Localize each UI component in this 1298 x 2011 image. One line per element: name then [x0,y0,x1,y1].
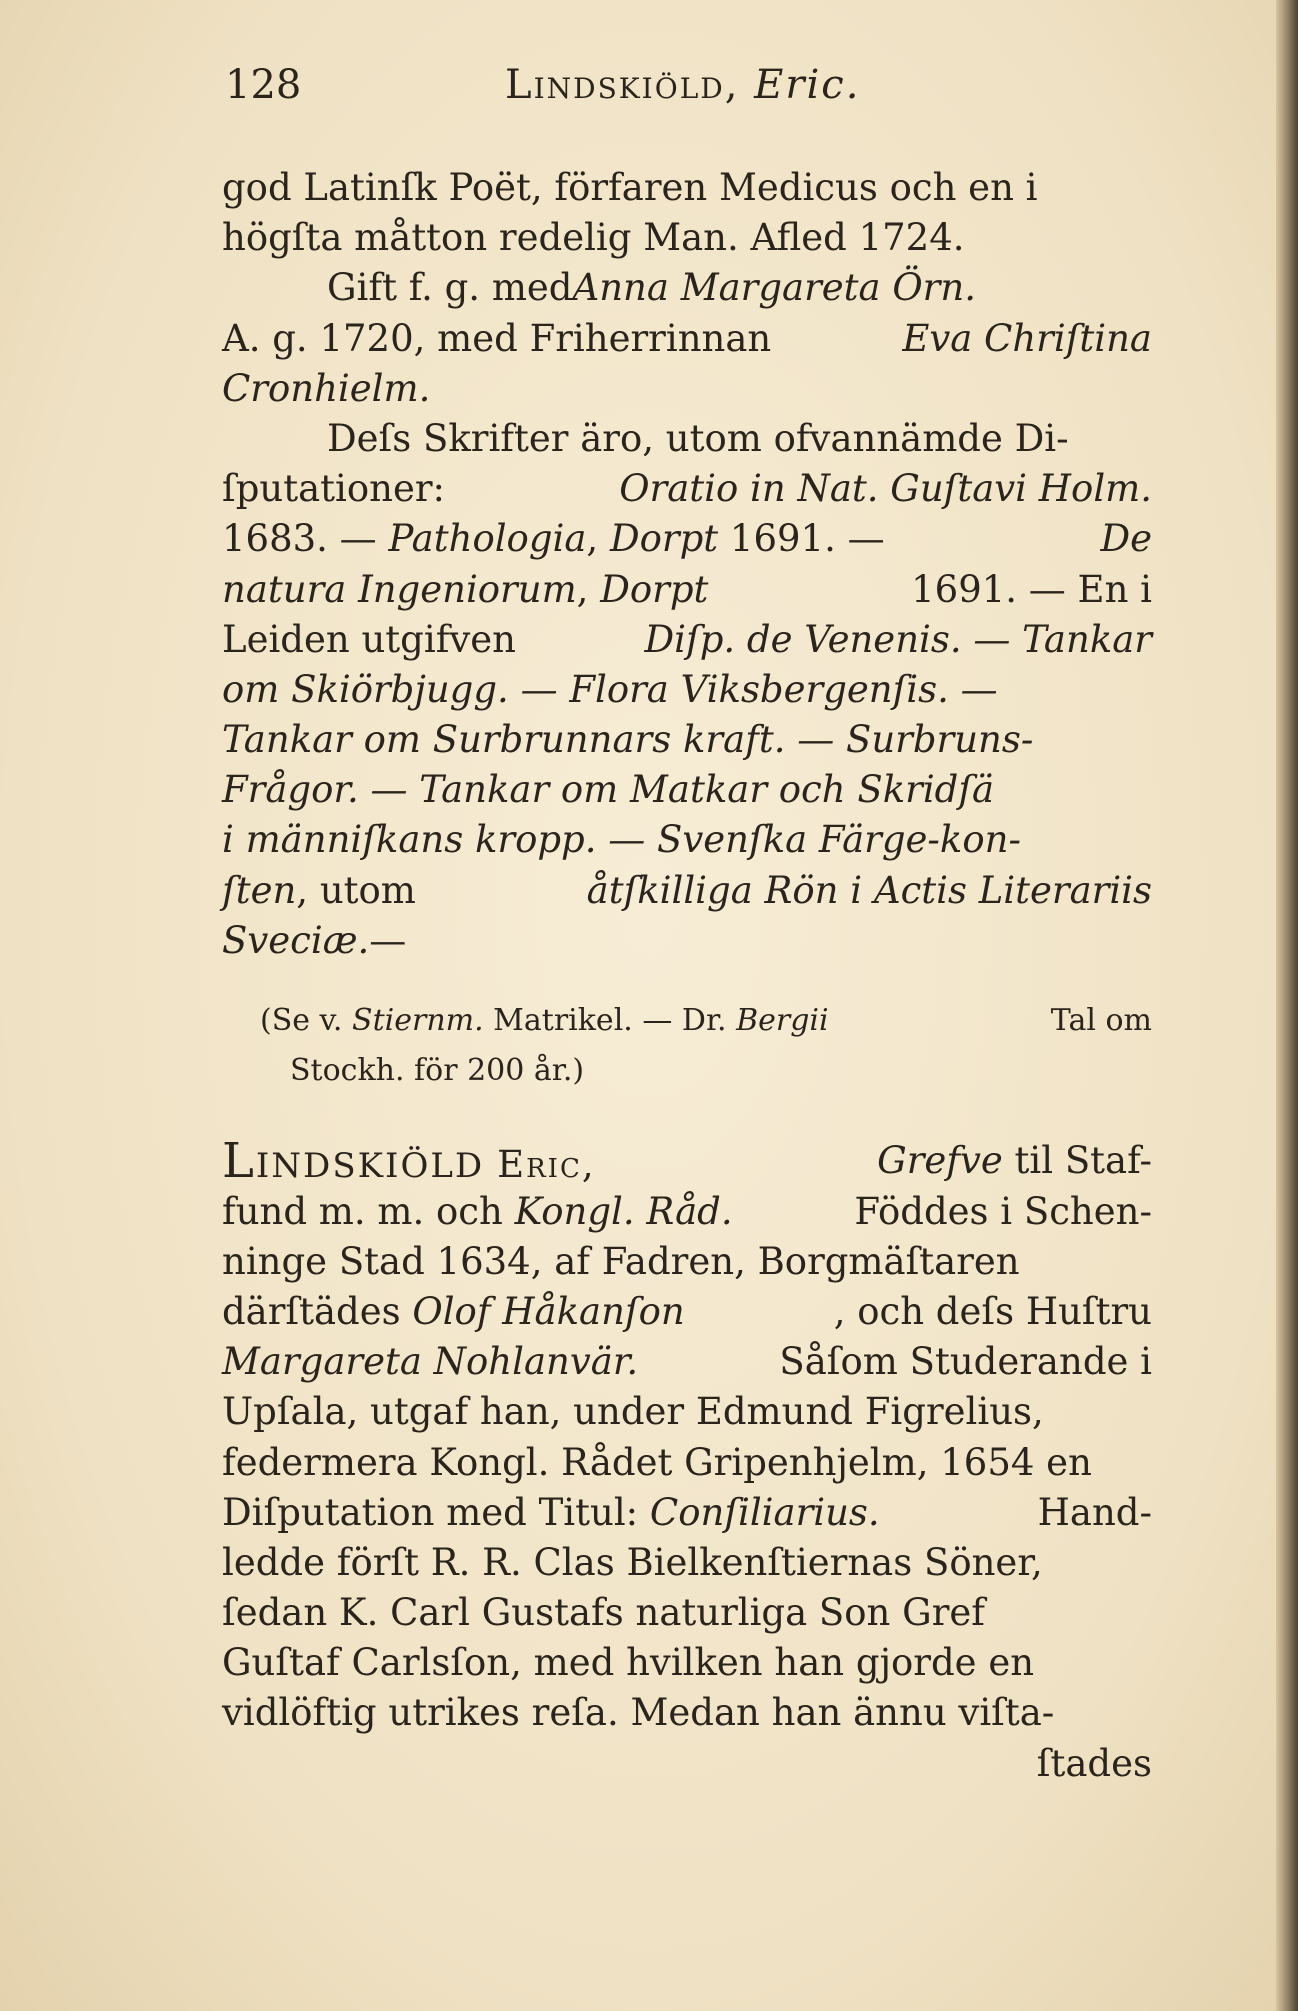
text-line: högſta måtton redelig Man. Afled 1724. [222,216,965,260]
text-line: Frågor. — Tankar om Matkar och Skridſä [222,768,995,812]
text-line: Sveciæ. — [222,918,407,962]
text-line: Tankar om Surbrunnars kraft. — Surbruns- [222,718,1034,762]
text-line: natura Ingeniorum, Dorpt 1691. — En i [222,567,1152,611]
running-title [505,62,860,108]
text-line: Cronhielm. [222,366,431,410]
text-line: Diſputation med Titul: Conſiliarius. Hand- [222,1490,1152,1534]
running-title-name: Lindskiöld, [505,62,740,108]
entry-head-word: Lindskiöld [222,1133,485,1190]
text-line: Deſs Skrifter äro, utom ofvannämde Di- [327,416,1069,460]
text-line: Guſtaf Carlsſon, med hvilken han gjorde en [222,1641,1035,1685]
text-line: ſedan K. Carl Gustafs naturliga Son Gref [222,1591,985,1635]
text-line: Upſala, utgaf han, under Edmund Figrelius, [222,1390,1044,1434]
text-line: Gift f. g. med Anna Margareta Örn. [327,266,976,310]
text-line: om Skiörbjugg. — Flora Viksbergenſis. — [222,667,998,711]
entry-head-line: Lindskiöld Eric, Grefve til Staf- [222,1133,1152,1190]
text-line: vidlöftig utrikes reſa. Medan han ännu viſta- [222,1691,1055,1735]
text-line: ninge Stad 1634, af Fadren, Borgmäſtaren [222,1239,1020,1283]
running-head [0,62,1298,112]
text-line: Leiden utgifven Diſp. de Venenis. — Tankar [222,617,1152,661]
catchword: ſtades [1036,1741,1152,1785]
reference-note-line: Stockh. för 200 år.) [290,1053,585,1089]
text-line: A. g. 1720, med Friherrinnan Eva Chriſtina [222,316,1152,360]
text-line: god Latinſk Poët, förfaren Medicus och en i [222,166,1038,209]
text-line: fund m. m. och Kongl. Råd. Föddes i Schen- [222,1189,1152,1233]
text-line: därſtädes Olof Håkanſon , och deſs Huſtru [222,1289,1152,1333]
text-line: ſputationer: Oratio in Nat. Guſtavi Holm. [222,467,1152,511]
text-line: i männiſkans kropp. — Svenſka Färge-kon- [222,818,1021,862]
text-line: 1683. — Pathologia, Dorpt 1691. — De [222,517,1152,561]
text-line: federmera Kongl. Rådet Gripenhjelm, 1654 en [222,1440,1092,1484]
text-line: ſten, utom åtſkilliga Rön i Actis Literariis [222,868,1152,912]
reference-note-line: (Se v. Stiernm. Matrikel. — Dr. Bergii Tal om [260,1003,1152,1038]
body-text [222,163,1152,1789]
text-line: ledde förſt R. R. Clas Bielkenſtiernas Söner, [222,1540,1043,1584]
page-number: 128 [225,62,302,108]
text-line: Margareta Nohlanvär. Såſom Studerande i [222,1340,1152,1384]
running-title-given: Eric. [754,62,861,108]
entry-head-given: Eric, [497,1143,596,1187]
